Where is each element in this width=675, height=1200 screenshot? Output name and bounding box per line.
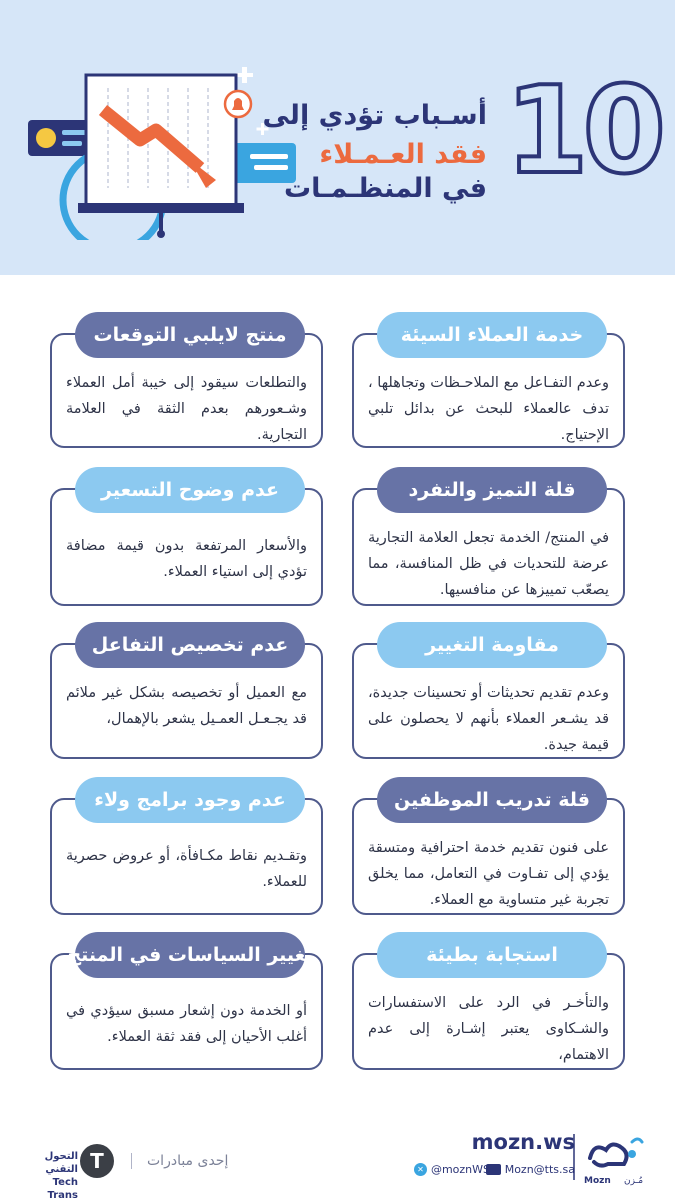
footer-divider — [131, 1153, 132, 1169]
reason-body-10: أو الخدمة دون إشعار مسبق سيؤدي في أغلب الأحيان إلى فقد ثقة العملاء. — [66, 1003, 307, 1045]
reason-title-4: عدم وضوح التسعير — [75, 467, 305, 513]
reason-title-7: قلة تدريب الموظفين — [377, 777, 607, 823]
reason-card-5 — [352, 634, 625, 759]
reason-card-7 — [352, 789, 625, 915]
x-twitter-icon: ✕ — [414, 1163, 427, 1176]
presentation-board-illustration — [28, 60, 298, 240]
reason-card-2 — [50, 324, 323, 448]
reason-body-3: في المنتج/ الخدمة تجعل العلامة التجارية عرضة للتحديات في ظل المنافسة، مما يصعّب تمييزها عن منافسيها. — [368, 530, 609, 598]
reason-card-1 — [352, 324, 625, 448]
twitter-handle: @moznWS — [430, 1163, 490, 1176]
title-line-1: أسـباب تؤدي إلى — [262, 100, 487, 131]
reason-title-8: عدم وجود برامج ولاء — [75, 777, 305, 823]
reason-title-6: عدم تخصيص التفاعل — [75, 622, 305, 668]
mozn-logo — [572, 1128, 652, 1188]
reason-card-6 — [50, 634, 323, 759]
initiative-label: إحدى مبادرات — [147, 1153, 229, 1169]
tech-trans-name — [20, 1150, 78, 1200]
reason-card-3 — [352, 479, 625, 606]
website-link[interactable]: mozn.ws — [471, 1130, 575, 1154]
reason-body-6: مع العميل أو تخصيصه بشكل غير ملائم قد يجـعـل العمـيل يشعر بالإهمال، — [66, 685, 307, 727]
title-number: 10 — [505, 62, 660, 201]
email-contact[interactable] — [486, 1163, 575, 1176]
reason-body-9: والتأخـر في الرد على الاستفسارات والشـكاوى يعتبر إشـارة إلى عدم الاهتمام، — [368, 995, 609, 1063]
twitter-contact[interactable] — [414, 1163, 490, 1176]
reason-title-1: خدمة العملاء السيئة — [377, 312, 607, 358]
title-line-2: فقد العـمـلاء — [319, 139, 487, 170]
logo-ar-text: مُـزن — [624, 1176, 644, 1186]
reason-card-8 — [50, 789, 323, 915]
reason-title-5: مقاومة التغيير — [377, 622, 607, 668]
tech-trans-logo: T — [80, 1144, 114, 1178]
reason-body-5: وعدم تقديم تحديثات أو تحسينات جديدة، قد يشـعر العملاء بأنهم لا يحصلون على قيمة جيدة. — [368, 685, 609, 753]
tech-trans-en: Tech Trans — [47, 1177, 78, 1200]
reason-card-10 — [50, 944, 323, 1070]
reason-card-9 — [352, 944, 625, 1070]
reason-body-8: وتقـديم نقاط مكـافأة، أو عروض حصرية للعملاء. — [66, 848, 307, 890]
reason-body-1: وعدم التفـاعل مع الملاحـظات وتجاهلها ، تدف عالعملاء للبحث عن بدائل تلبي الإحتياج. — [368, 375, 609, 443]
reason-card-4 — [50, 479, 323, 606]
title-line-3: في المنظـمـات — [283, 173, 487, 204]
email-text: Mozn@tts.sa — [504, 1163, 575, 1176]
reason-body-2: والتطلعات سيقود إلى خيبة أمل العملاء وشـعورهم بعدم الثقة في العلامة التجارية. — [66, 375, 307, 443]
reason-title-10: تغيير السياسات في المنتج — [75, 932, 305, 978]
reason-title-3: قلة التميز والتفرد — [377, 467, 607, 513]
logo-en-text: Mozn — [584, 1176, 611, 1186]
reason-title-9: استجابة بطيئة — [377, 932, 607, 978]
reason-body-7: على فنون تقديم خدمة احترافية ومتسقة يؤدي إلى تفـاوت في التعامل، مما يخلق تجربة غير متساوية مع العملاء. — [368, 840, 609, 908]
tech-trans-ar: التحول التقني — [44, 1151, 78, 1175]
reason-title-2: منتج لايلبي التوقعات — [75, 312, 305, 358]
reason-body-4: والأسعار المرتفعة بدون قيمة مضافة تؤدي إلى استياء العملاء. — [66, 538, 307, 580]
